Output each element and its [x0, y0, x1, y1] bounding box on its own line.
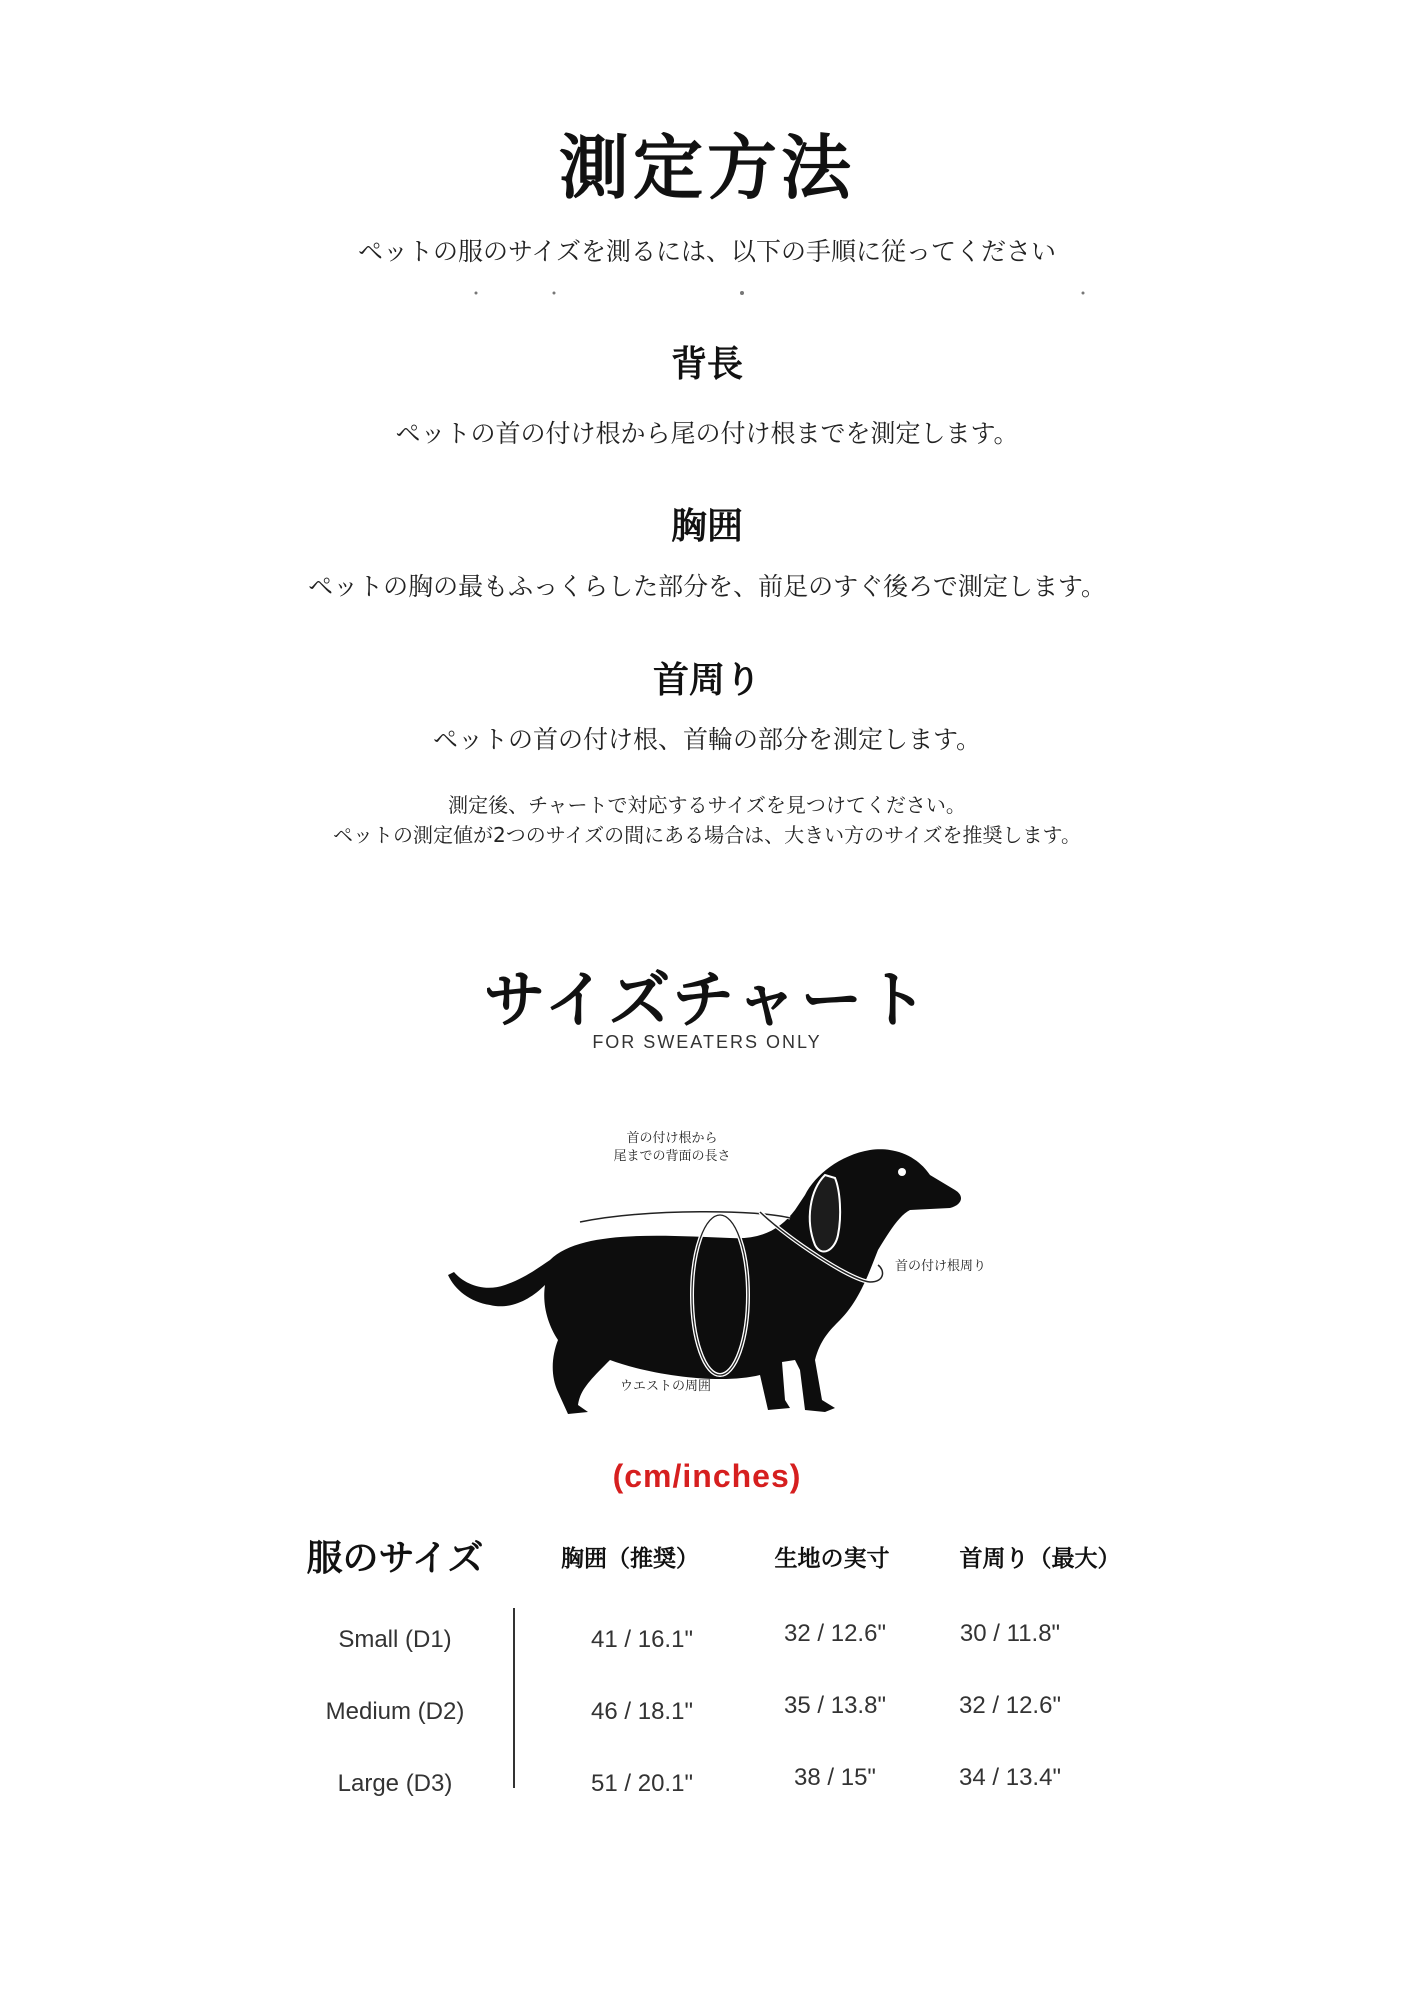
header-fabric: 生地の実寸: [774, 1546, 890, 1572]
cell-fabric-medium: 35 / 13.8": [784, 1692, 886, 1719]
cell-neck-small: 30 / 11.8": [959, 1620, 1061, 1647]
unit-label: (cm/inches): [612, 1458, 802, 1494]
section-text-neck: ペットの首の付け根、首輪の部分を測定します。: [432, 725, 981, 754]
section-text-back-length: ペットの首の付け根から尾の付け根までを測定します。: [395, 419, 1019, 448]
note-line-1: 測定後、チャートで対応するサイズを見つけてください。: [448, 793, 966, 817]
dog-silhouette-icon: [430, 1130, 1030, 1430]
label-waist: ウエストの周囲: [620, 1379, 712, 1394]
decorative-dots: [0, 290, 1414, 296]
intro-text: ペットの服のサイズを測るには、以下の手順に従ってください: [357, 237, 1056, 266]
section-heading-chest: 胸囲: [670, 506, 743, 547]
cell-fabric-small: 32 / 12.6": [784, 1620, 886, 1647]
row-size-small: Small (D1): [338, 1626, 452, 1653]
cell-chest-large: 51 / 20.1": [591, 1770, 693, 1797]
label-back-length: [602, 1130, 742, 1166]
cell-fabric-large: 38 / 15": [794, 1764, 876, 1791]
header-neck: 首周り（最大）: [959, 1546, 1121, 1572]
cell-neck-medium: 32 / 12.6": [959, 1692, 1061, 1719]
note-line-2: ペットの測定値が2つのサイズの間にある場合は、大きい方のサイズを推奨します。: [333, 823, 1081, 847]
section-heading-neck: 首周り: [652, 660, 761, 701]
header-chest: 胸囲（推奨）: [561, 1546, 699, 1572]
chart-subtitle: FOR SWEATERS ONLY: [592, 1032, 822, 1052]
table-divider: [513, 1608, 515, 1788]
cell-chest-medium: 46 / 18.1": [591, 1698, 693, 1725]
cell-chest-small: 41 / 16.1": [591, 1626, 693, 1653]
row-size-medium: Medium (D2): [325, 1698, 465, 1725]
measurement-note: [0, 790, 1414, 850]
page-title: 測定方法: [559, 127, 855, 209]
section-text-chest: ペットの胸の最もふっくらした部分を、前足のすぐ後ろで測定します。: [308, 572, 1106, 601]
row-size-large: Large (D3): [337, 1770, 453, 1797]
dog-diagram: [430, 1130, 1030, 1430]
label-back-length-line-2: 尾までの背面の長さ: [613, 1149, 731, 1164]
label-neck: 首の付け根周り: [895, 1259, 987, 1274]
chart-title: サイズチャート: [483, 963, 931, 1036]
section-heading-back-length: 背長: [670, 344, 743, 385]
label-back-length-line-1: 首の付け根から: [626, 1131, 718, 1146]
header-size: 服のサイズ: [306, 1538, 484, 1579]
cell-neck-large: 34 / 13.4": [959, 1764, 1061, 1791]
